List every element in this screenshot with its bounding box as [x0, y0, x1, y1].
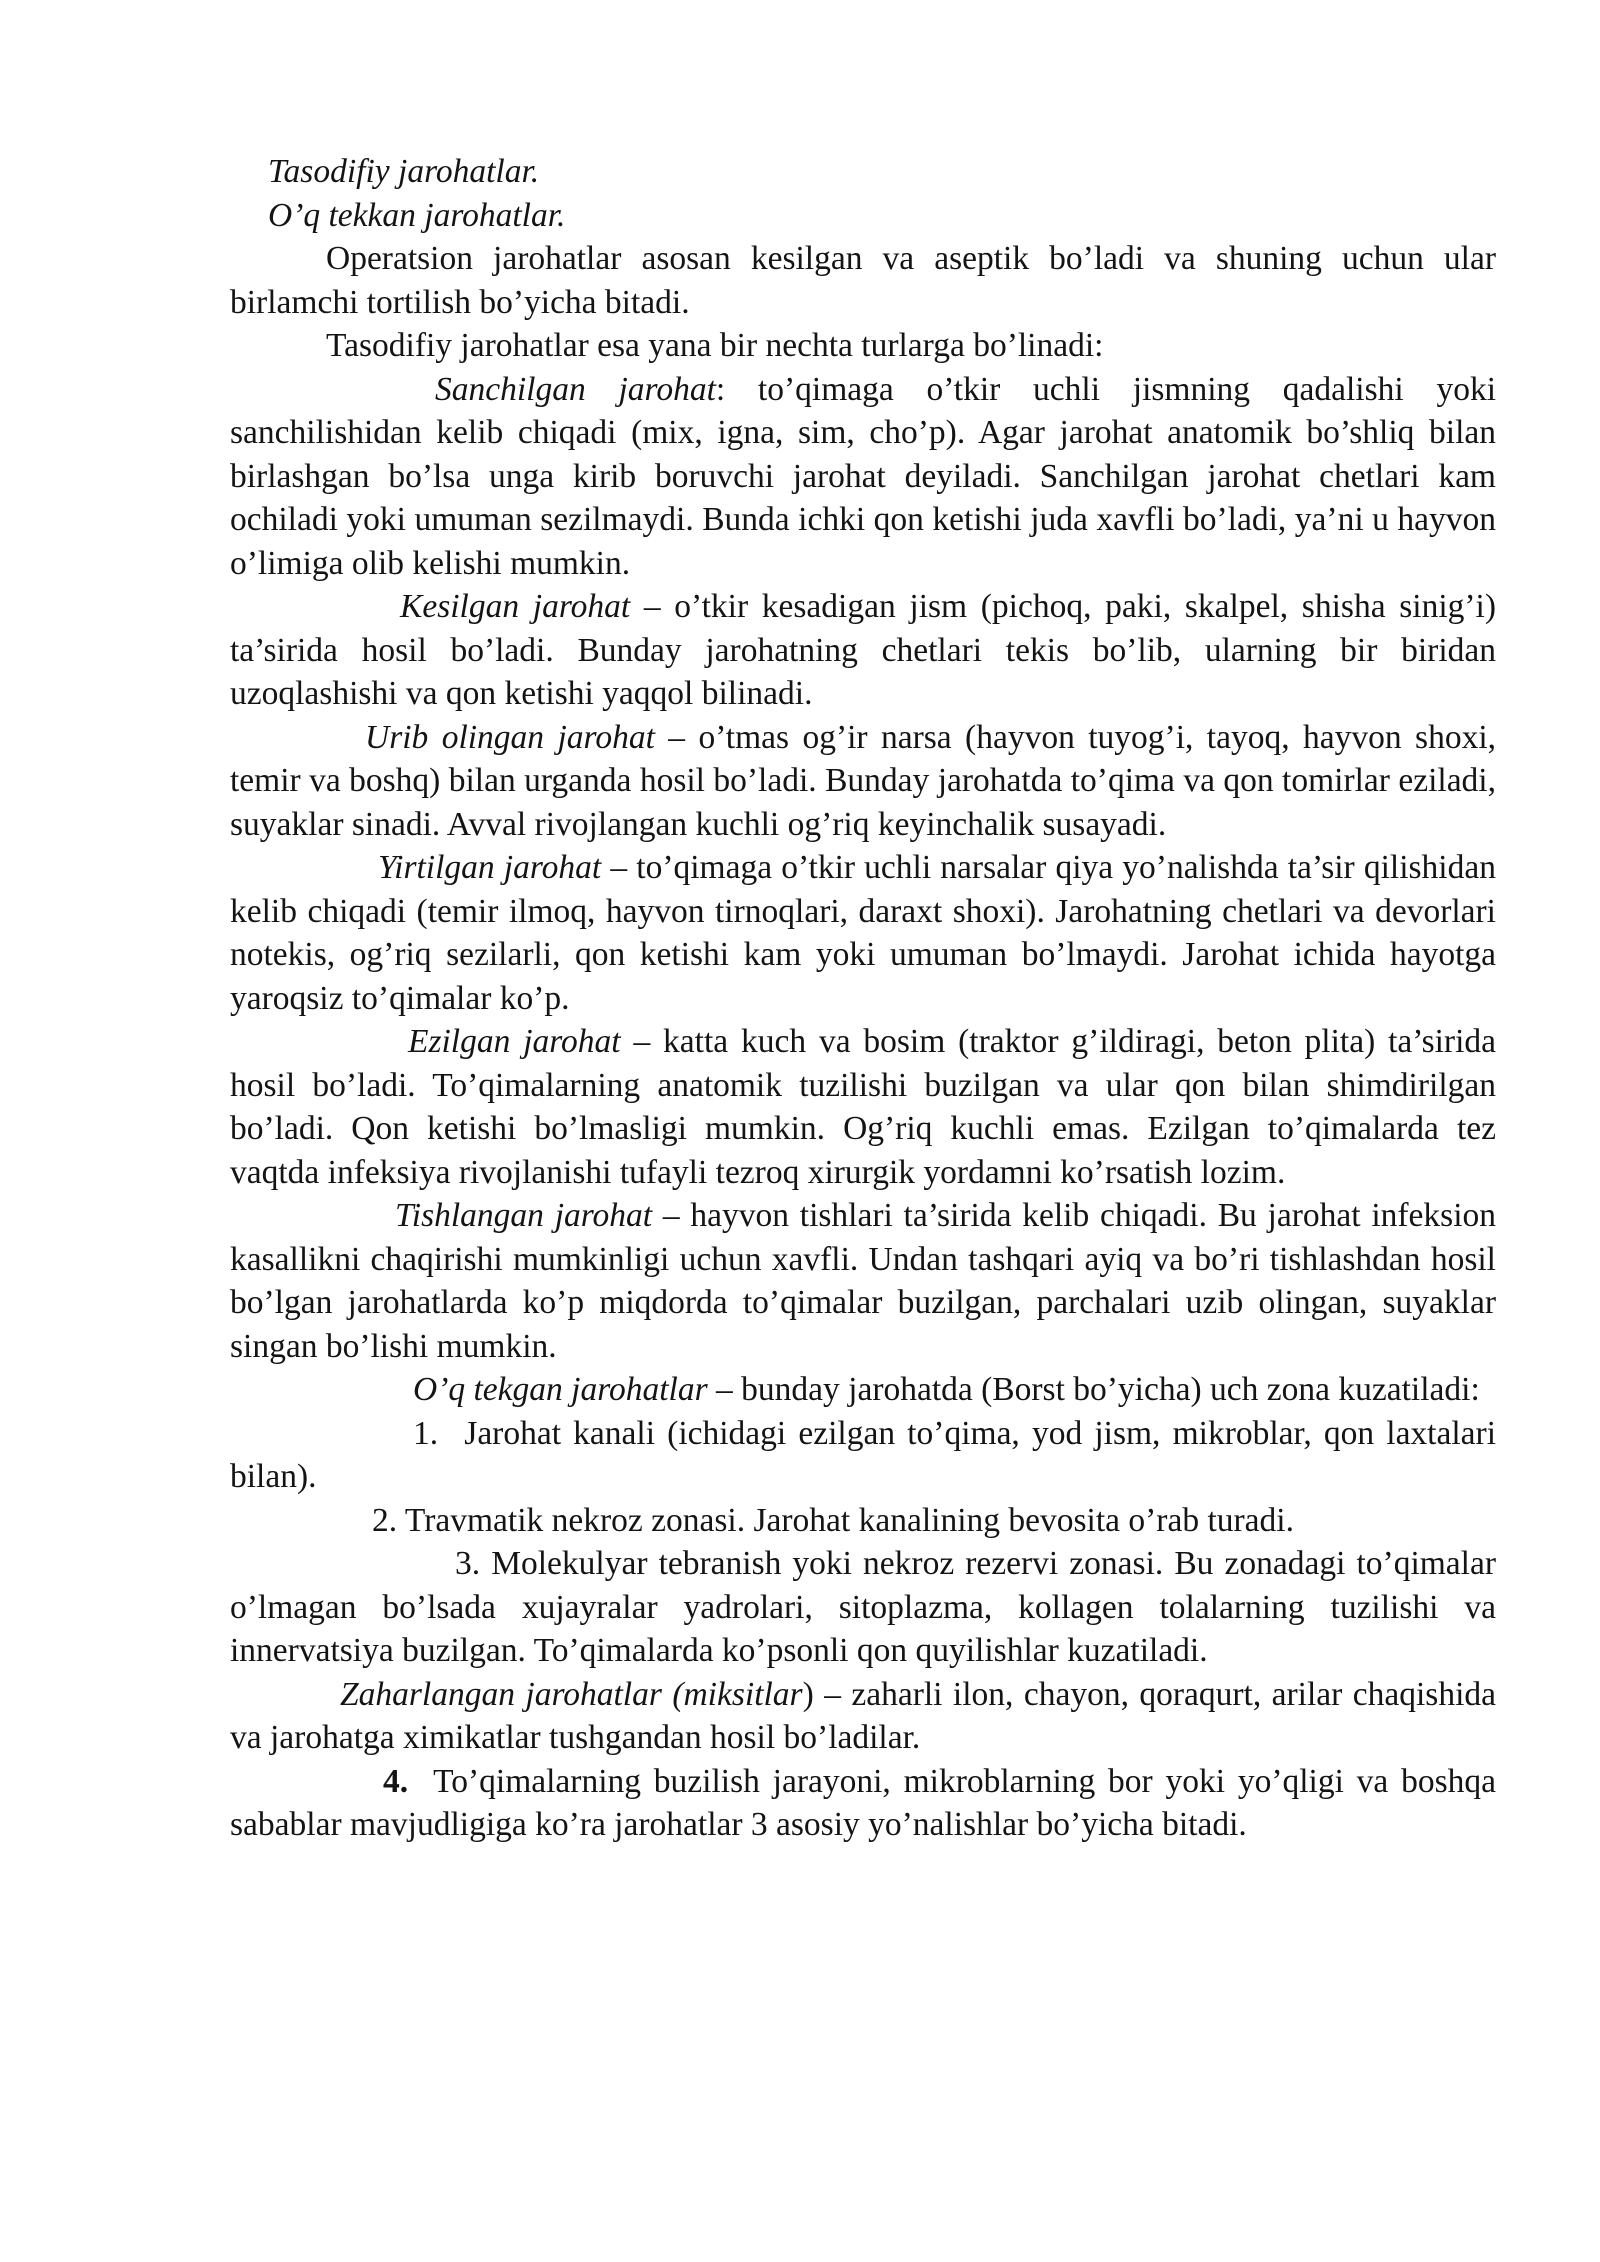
paragraph-zaharlangan: Zaharlangan jarohatlar (miksitlar) – zaharli ilon, chayon, qoraqurt, arilar chaqishida va jarohatga ximikatlar tushgandan hosil bo’ladilar. — [230, 1675, 1497, 1756]
heading-oq-tekkan: O’q tekkan jarohatlar. — [268, 196, 566, 234]
paragraph-operatsion: Operatsion jarohatlar asosan kesilgan va aseptik bo’ladi va shuning uchun ular birlamchi tortilish bo’yicha bitadi. — [230, 240, 1496, 321]
term-yirtilgan: Yirtilgan jarohat — [378, 849, 602, 886]
document-page — [230, 150, 1496, 1847]
term-zaharlangan: Zaharlangan jarohatlar (miksitlar — [340, 1675, 803, 1713]
term-kesilgan: Kesilgan jarohat — [400, 588, 631, 625]
zone-number-3: 3. — [455, 1545, 481, 1582]
paragraph-tasodifiy-intro: Tasodifiy jarohatlar esa yana bir nechta turlarga bo’linadi: — [326, 327, 1104, 364]
paragraph-yirtilgan: Yirtilgan jarohat – to’qimaga o’tkir uchli narsalar qiya yo’nalishda ta’sir qilishidan kelib chiqadi (temir ilmoq, hayvon tirnoqlari, daraxt shoxi). Jarohatning chetlari va devorlari notekis, og’riq sezilarli, qon ketishi kam yoki umuman bo’lmaydi. Jarohat ichida hayotga yaroqsiz to’qimalar ko’p. — [230, 849, 1496, 1017]
paragraph-ezilgan: Ezilgan jarohat – katta kuch va bosim (traktor g’ildiragi, beton plita) ta’sirida hosil bo’ladi. To’qimalarning anatomik tuzilishi buzilgan va ular qon bilan shimdirilgan bo’ladi. Qon ketishi bo’lmasligi mumkin. Og’riq kuchli emas. Ezilgan to’qimalarda tez vaqtda infeksiya rivojlanishi tufayli tezroq xirurgik yordamni ko’rsatish lozim. — [230, 1023, 1497, 1191]
term-sanchilgan: Sanchilgan jarohat — [435, 370, 716, 408]
paragraph-kesilgan: Kesilgan jarohat – o’tkir kesadigan jism (pichoq, paki, skalpel, shisha sinig’i) ta’sirida hosil bo’ladi. Bunday jarohatning chetlari tekis bo’lib, ularning bir biridan uzoqlashishi va qon ketishi yaqqol bilinadi. — [230, 588, 1496, 712]
term-oq-tekgan: O’q tekgan jarohatlar — [413, 1371, 708, 1408]
heading-tasodifiy: Tasodifiy jarohatlar. — [268, 153, 540, 190]
paragraph-tishlangan: Tishlangan jarohat – hayvon tishlari ta’sirida kelib chiqadi. Bu jarohat infeksion kasallikni chaqirishi mumkinligi uchun xavfli. Undan tashqari ayiq va bo’ri tishlashdan hosil bo’lgan jarohatlarda ko’p miqdorda to’qimalar buzilgan, parchalari uzib olingan, suyaklar singan bo’lishi mumkin. — [230, 1197, 1497, 1365]
paragraph-urib: Urib olingan jarohat – o’tmas og’ir narsa (hayvon tuyog’i, tayoq, hayvon shoxi, temir va boshq) bilan urganda hosil bo’ladi. Bunday jarohatda to’qima va qon tomirlar eziladi, suyaklar sinadi. Avval rivojlangan kuchli og’riq keyinchalik susayadi. — [230, 718, 1497, 843]
paragraph-item-4: 4. To’qimalarning buzilish jarayoni, mikroblarning bor yoki yo’qligi va boshqa sabablar mavjudligiga ko’ra jarohatlar 3 asosiy yo’nalishlar bo’yicha bitadi. — [230, 1762, 1496, 1843]
term-ezilgan: Ezilgan jarohat — [408, 1023, 621, 1060]
zone-number-1: 1. — [413, 1414, 439, 1452]
paragraph-sanchilgan: Sanchilgan jarohat: to’qimaga o’tkir uchli jismning qadalishi yoki sanchilishidan kelib chiqadi (mix, igna, sim, cho’p). Agar jarohat anatomik bo’shliq bilan birlashgan bo’lsa unga kirib boruvchi jarohat deyiladi. Sanchilgan jarohat chetlari kam ochiladi yoki umuman sezilmaydi. Bunda ichki qon ketishi juda xavfli bo’ladi, ya’ni u hayvon o’limiga olib kelishi mumkin. — [230, 370, 1496, 582]
zone-item-2: 2. Travmatik nekroz zonasi. Jarohat kanalining bevosita o’rab turadi. — [230, 1499, 1496, 1543]
term-urib: Urib olingan jarohat — [365, 718, 655, 756]
item-number-4: 4. — [383, 1762, 409, 1800]
zone-item-1: 1. Jarohat kanali (ichidagi ezilgan to’qima, yod jism, mikroblar, qon laxtalari bilan). — [230, 1412, 1496, 1499]
zone-number-2: 2. — [372, 1501, 398, 1539]
term-tishlangan: Tishlangan jarohat — [395, 1197, 653, 1234]
zone-item-3: 3. Molekulyar tebranish yoki nekroz rezervi zonasi. Bu zonadagi to’qimalar o’lmagan bo’lsada xujayralar yadrolari, sitoplazma, kollagen tolalarning tuzilishi va innervatsiya buzilgan. To’qimalarda ko’psonli qon quyilishlar kuzatiladi. — [230, 1542, 1496, 1673]
paragraph-oq-tekgan: O’q tekgan jarohatlar – bunday jarohatda (Borst bo’yicha) uch zona kuzatiladi: — [413, 1371, 1480, 1408]
